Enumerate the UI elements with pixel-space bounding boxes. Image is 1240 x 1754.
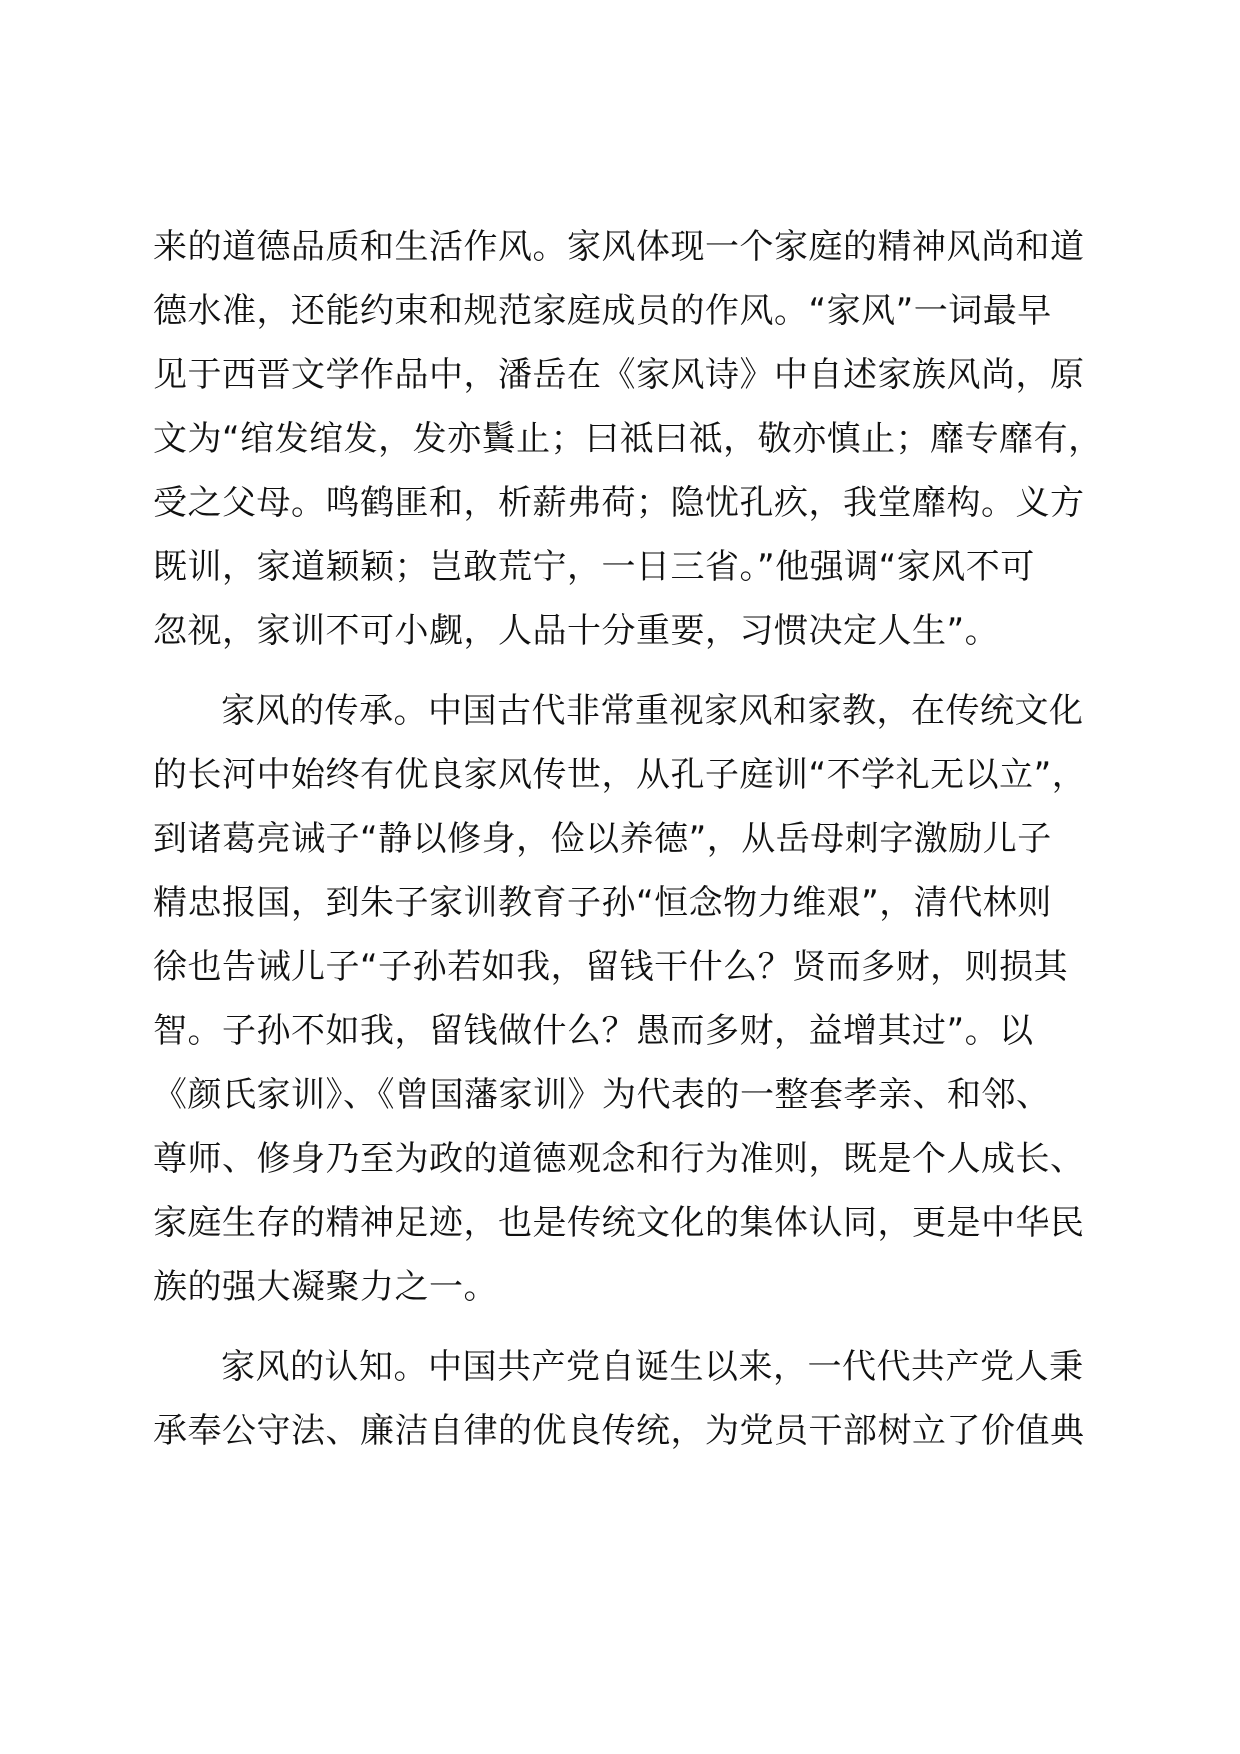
- text-line: 《颜氏家训》、《曾国藩家训》为代表的一整套孝亲、和邻、: [153, 1075, 1051, 1115]
- text-line: 家风的认知。中国共产党自诞生以来，一代代共产党人秉: [221, 1347, 1084, 1387]
- text-line: 承奉公守法、廉洁自律的优良传统，为党员干部树立了价值典: [153, 1411, 1085, 1451]
- text-line: 族的强大凝聚力之一。: [153, 1267, 498, 1307]
- paragraph-spacer: [153, 1326, 1093, 1342]
- paragraph-spacer: [153, 670, 1093, 686]
- text-line: 家庭生存的精神足迹，也是传统文化的集体认同，更是中华民: [153, 1203, 1085, 1243]
- text-line: 忽视，家训不可小觑，人品十分重要，习惯决定人生”。: [153, 611, 1000, 651]
- text-line: 的长河中始终有优良家风传世，从孔子庭训“不学礼无以立”，: [153, 755, 1087, 795]
- text-line: 到诸葛亮诫子“静以修身，俭以养德”，从岳母刺字激励儿子: [153, 819, 1052, 859]
- paragraph-jiafeng-origin: [153, 222, 1103, 670]
- text-line: 家风的传承。中国古代非常重视家风和家教，在传统文化: [221, 691, 1084, 731]
- document-body: [153, 222, 1103, 1470]
- text-line: 既训，家道颖颖；岂敢荒宁，一日三省。”他强调“家风不可: [153, 547, 1035, 587]
- paragraph-jiafeng-cognition: [153, 1342, 1093, 1470]
- text-line: 来的道德品质和生活作风。家风体现一个家庭的精神风尚和道: [153, 227, 1085, 267]
- text-line: 精忠报国，到朱子家训教育子孙“恒念物力维艰”，清代林则: [153, 883, 1052, 923]
- text-line: 德水准，还能约束和规范家庭成员的作风。“家风”一词最早: [153, 291, 1052, 331]
- text-line: 尊师、修身乃至为政的道德观念和行为准则，既是个人成长、: [153, 1139, 1085, 1179]
- text-line: 文为“绾发绾发，发亦鬒止；曰祗曰祗，敬亦慎止；靡专靡有，: [153, 419, 1103, 459]
- paragraph-jiafeng-inheritance: [153, 686, 1093, 1326]
- text-line: 见于西晋文学作品中，潘岳在《家风诗》中自述家族风尚，原: [153, 355, 1085, 395]
- text-line: 受之父母。鸣鹤匪和，析薪弗荷；隐忧孔疚，我堂靡构。义方: [153, 483, 1085, 523]
- text-line: 徐也告诫儿子“子孙若如我，留钱干什么？贤而多财，则损其: [153, 947, 1069, 987]
- text-line: 智。子孙不如我，留钱做什么？愚而多财，益增其过”。以: [153, 1011, 1034, 1051]
